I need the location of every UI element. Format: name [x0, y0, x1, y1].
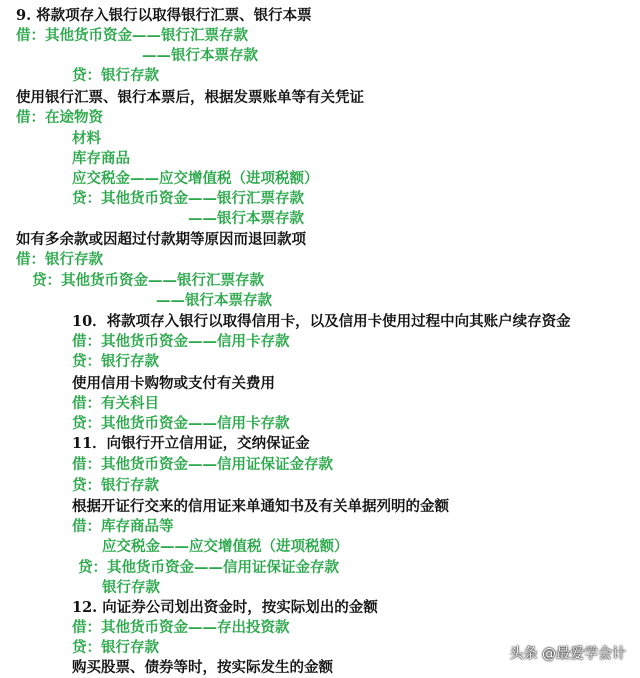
entry-line: 银行存款	[102, 579, 160, 596]
note-line: 使用信用卡购物或支付有关费用	[72, 375, 275, 392]
entry-line: 借：银行存款	[16, 251, 103, 268]
heading-11: 11．向银行开立信用证，交纳保证金	[72, 435, 310, 452]
entry-line: 贷：其他货币资金——信用证保证金存款	[78, 559, 339, 576]
entry-line: 借：其他货币资金——银行汇票存款	[16, 27, 248, 44]
entry-line: 贷：其他货币资金——银行汇票存款	[72, 190, 304, 207]
entry-line: 贷：银行存款	[72, 477, 159, 494]
entry-line: 贷：银行存款	[72, 639, 159, 656]
note-line: 使用银行汇票、银行本票后，根据发票账单等有关凭证	[16, 89, 364, 106]
entry-line: 借：有关科目	[72, 395, 159, 412]
entry-line: 材料	[72, 130, 101, 147]
entry-line: 借：其他货币资金——信用证保证金存款	[72, 456, 333, 473]
entry-line: 贷：其他货币资金——信用卡存款	[72, 415, 290, 432]
entry-line: 贷：其他货币资金——银行汇票存款	[32, 272, 264, 289]
entry-line: 应交税金——应交增值税（进项税额）	[102, 538, 349, 555]
entry-line: ——银行本票存款	[142, 47, 258, 64]
heading-12: 12. 向证券公司划出资金时，按实际划出的金额	[72, 599, 378, 616]
entry-line: 应交税金——应交增值税（进项税额）	[72, 170, 319, 187]
entry-line: 贷：银行存款	[72, 67, 159, 84]
entry-line: 贷：银行存款	[72, 353, 159, 370]
heading-10: 10．将款项存入银行以取得信用卡，以及信用卡使用过程中向其账户续存资金	[72, 313, 571, 330]
entry-line: 借：在途物资	[16, 109, 103, 126]
entry-line: ——银行本票存款	[156, 292, 272, 309]
entry-line: 库存商品	[72, 150, 130, 167]
entry-line: 借：库存商品等	[72, 518, 174, 535]
note-line: 购买股票、债券等时，按实际发生的金额	[72, 659, 333, 676]
note-line: 根据开证行交来的信用证来单通知书及有关单据列明的金额	[72, 498, 449, 515]
heading-9: 9. 将款项存入银行以取得银行汇票、银行本票	[16, 7, 312, 24]
entry-line: 借：其他货币资金——信用卡存款	[72, 333, 290, 350]
watermark: 头条 @最爱学会计	[509, 646, 626, 662]
note-line: 如有多余款或因超过付款期等原因而退回款项	[16, 231, 306, 248]
entry-line: 借：其他货币资金——存出投资款	[72, 619, 290, 636]
entry-line: ——银行本票存款	[188, 210, 304, 227]
